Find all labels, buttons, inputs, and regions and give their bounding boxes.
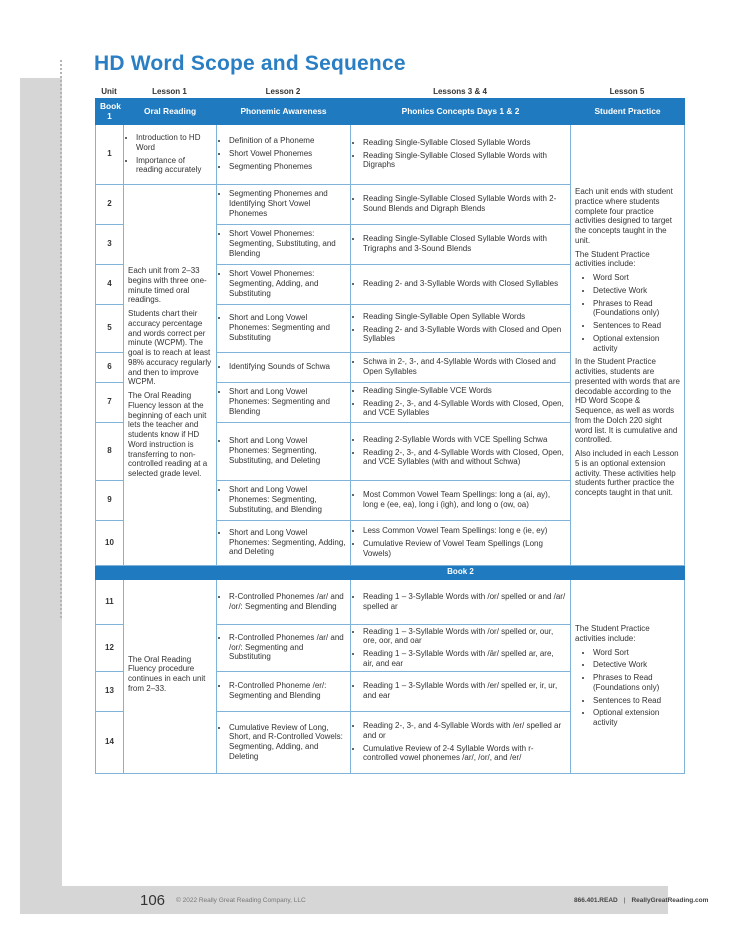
phone: 866.401.READ [574, 897, 618, 904]
lesson2-list [221, 229, 346, 258]
lesson34-cell [351, 304, 571, 352]
lesson34-list [355, 490, 566, 510]
list-item: • Introduction to HD Word [136, 133, 212, 153]
lesson2-list [221, 528, 346, 557]
list-item: • Reading 2- and 3-Syllable Words with Closed and Open Syllables [363, 325, 566, 345]
lesson1-oral-reading-cell [124, 184, 217, 565]
list-item: • Less Common Vowel Team Spellings: long e (ie, ey) [363, 526, 566, 536]
list-item: • Detective Work [593, 286, 680, 296]
lesson2-cell [217, 624, 351, 671]
lesson2-list [221, 269, 346, 298]
lesson34-cell [351, 520, 571, 565]
lesson1-unit1-cell [124, 124, 217, 184]
lesson2-cell [217, 711, 351, 773]
table-header-row [96, 99, 685, 125]
list-item: • Reading 1 – 3-Syllable Words with /or/ spelled or and /ar/ spelled ar [363, 592, 566, 612]
lesson34-cell [351, 124, 571, 184]
header-student-practice: Student Practice [571, 99, 685, 125]
lesson34-list [355, 681, 566, 701]
list-item: • Schwa in 2-, 3-, and 4-Syllable Words with Closed and Open Syllables [363, 357, 566, 377]
lesson2-list [221, 681, 346, 701]
list-item: • R-Controlled Phonemes /ar/ and /or/: Segmenting and Substituting [229, 633, 346, 662]
lesson2-list [221, 485, 346, 514]
paragraph: The Oral Reading Fluency procedure continues in each unit from 2–33. [128, 654, 206, 693]
list-item: • Phrases to Read (Foundations only) [593, 299, 680, 319]
lesson34-list [355, 234, 566, 254]
list-item: • Phrases to Read (Foundations only) [593, 673, 680, 693]
lesson34-cell [351, 671, 571, 711]
lesson34-list [355, 357, 566, 377]
lesson34-cell [351, 422, 571, 480]
header-phonemic-awareness: Phonemic Awareness [217, 99, 351, 125]
paragraph: Also included in each Lesson 5 is an optional extension activity. These activities help students further practice the concepts taught in that unit. [575, 449, 679, 498]
list-item: • Detective Work [593, 660, 680, 670]
unit-number: 8 [96, 422, 124, 480]
list-item: • Short and Long Vowel Phonemes: Segmenting, Adding, and Deleting [229, 528, 346, 557]
lesson2-cell [217, 579, 351, 624]
website: ReallyGreatReading.com [631, 897, 709, 904]
unit-number: 9 [96, 480, 124, 520]
book2-lesson1-cell [124, 579, 217, 773]
lesson34-list [355, 721, 566, 763]
list-item: • Reading Single-Syllable Closed Syllable Words with 2-Sound Blends and Digraph Blends [363, 194, 566, 214]
book-divider-spacer [124, 565, 217, 579]
list-item: • Reading Single-Syllable VCE Words [363, 386, 566, 396]
list-item: • Definition of a Phoneme [229, 136, 346, 146]
lesson2-list [221, 136, 346, 171]
unit-number: 12 [96, 624, 124, 671]
lesson34-list [355, 386, 566, 418]
footer-separator: | [623, 897, 626, 904]
lesson34-list [355, 627, 566, 669]
student-practice-list [575, 273, 680, 353]
lesson34-cell [351, 352, 571, 382]
book2-label: Book 2 [351, 565, 571, 579]
lesson34-cell [351, 579, 571, 624]
list-item: • Short and Long Vowel Phonemes: Segmenting and Substituting [229, 313, 346, 342]
list-item: • Segmenting Phonemes [229, 162, 346, 172]
lesson2-cell [217, 480, 351, 520]
scope-sequence-table [95, 98, 685, 774]
lesson5-student-practice-cell [571, 124, 685, 565]
book2-divider-row [96, 565, 685, 579]
lesson34-cell [351, 184, 571, 224]
list-item: • Cumulative Review of Long, Short, and R-Controlled Vowels: Segmenting, Adding, and Deleting [229, 723, 346, 762]
lesson34-cell [351, 224, 571, 264]
lesson2-cell [217, 352, 351, 382]
column-head-lesson2: Lesson 2 [265, 87, 301, 96]
list-item: • R-Controlled Phoneme /er/: Segmenting and Blending [229, 681, 346, 701]
list-item: • Word Sort [593, 273, 680, 283]
list-item: • Short Vowel Phonemes: Segmenting, Adding, and Substituting [229, 269, 346, 298]
lesson2-cell [217, 382, 351, 422]
unit-number: 4 [96, 264, 124, 304]
list-item: • Reading 1 – 3-Syllable Words with /ār/ spelled ar, are, air, and ear [363, 649, 566, 669]
list-item: • Sentences to Read [593, 696, 680, 706]
list-item: • Reading Single-Syllable Closed Syllable Words [363, 138, 566, 148]
lesson2-cell [217, 184, 351, 224]
unit-number: 6 [96, 352, 124, 382]
paragraph: Each unit ends with student practice where students complete four practice activities designed to target the concepts taught in the unit. [575, 187, 673, 245]
list-item: • Cumulative Review of 2-4 Syllable Words with r-controlled vowel phonemes /ar/, /or/, and /er/ [363, 744, 566, 764]
list-item: • R-Controlled Phonemes /ar/ and /or/: Segmenting and Blending [229, 592, 346, 612]
paragraph: In the Student Practice activities, students are presented with words that are decodable according to the HD Word Scope & Sequence, as well as words from the Dolch 220 sight word list. It is cumulative and controlled. [575, 357, 680, 445]
column-head-lesson34: Lessons 3 & 4 [433, 87, 487, 96]
lesson34-cell [351, 711, 571, 773]
lesson2-list [221, 189, 346, 218]
list-item: • Short and Long Vowel Phonemes: Segmenting, Substituting, and Deleting [229, 436, 346, 465]
list-item: • Segmenting Phonemes and Identifying Short Vowel Phonemes [229, 189, 346, 218]
lesson2-cell [217, 224, 351, 264]
list-item: • Reading Single-Syllable Closed Syllable Words with Digraphs [363, 151, 566, 171]
paragraph: Students chart their accuracy percentage and words correct per minute (WCPM). The goal is to reach at least 98% accuracy regularly and then to improve WCPM. [128, 309, 212, 387]
lesson2-list [221, 436, 346, 465]
list-item: • Reading 2-, 3-, and 4-Syllable Words with /er/ spelled ar and or [363, 721, 566, 741]
book-divider-spacer [217, 565, 351, 579]
lesson34-cell [351, 382, 571, 422]
footer-contact [574, 897, 708, 904]
unit-number: 5 [96, 304, 124, 352]
page-number: 106 [140, 892, 166, 909]
lesson34-list [355, 526, 566, 558]
list-item: • Reading 1 – 3-Syllable Words with /er/ spelled er, ir, ur, and ear [363, 681, 566, 701]
column-head-lesson1: Lesson 1 [152, 87, 187, 96]
paragraph: The Student Practice activities include: [575, 249, 650, 269]
lesson34-list [355, 194, 566, 214]
lesson34-cell [351, 480, 571, 520]
lesson1-unit1-list [128, 133, 212, 175]
column-head-unit: Unit [101, 87, 117, 96]
lesson2-cell [217, 422, 351, 480]
book2-lesson5-cell [571, 579, 685, 773]
unit-number: 1 [96, 124, 124, 184]
unit-number: 13 [96, 671, 124, 711]
student-practice-list [575, 648, 680, 728]
list-item: • Reading Single-Syllable Open Syllable Words [363, 312, 566, 322]
list-item: • Optional extension activity [593, 708, 680, 728]
unit-number: 11 [96, 579, 124, 624]
paragraph: The Oral Reading Fluency lesson at the beginning of each unit lets the teacher and students know if HD Word instruction is transferring to non-controlled reading at a selected grade level. [128, 391, 208, 479]
list-item: • Reading 2-Syllable Words with VCE Spelling Schwa [363, 435, 566, 445]
list-item: • Sentences to Read [593, 321, 680, 331]
list-item: • Importance of reading accurately [136, 156, 212, 176]
header-phonics: Phonics Concepts Days 1 & 2 [351, 99, 571, 125]
list-item: • Reading 2-, 3-, and 4-Syllable Words with Closed, Open, and VCE Syllables (with and without Schwa) [363, 448, 566, 468]
lesson2-cell [217, 124, 351, 184]
table-row [96, 579, 685, 624]
unit-number: 10 [96, 520, 124, 565]
lesson2-list [221, 313, 346, 342]
lesson2-list [221, 387, 346, 416]
lesson2-cell [217, 520, 351, 565]
book-divider-spacer [571, 565, 685, 579]
list-item: • Short Vowel Phonemes: Segmenting, Substituting, and Blending [229, 229, 346, 258]
paragraph: Each unit from 2–33 begins with three one-minute timed oral readings. [128, 266, 207, 305]
unit-number: 14 [96, 711, 124, 773]
list-item: • Reading 1 – 3-Syllable Words with /or/ spelled or, our, ore, oor, and oar [363, 627, 566, 647]
paragraph: The Student Practice activities include: [575, 624, 650, 643]
lesson2-list [221, 592, 346, 612]
unit-number: 7 [96, 382, 124, 422]
document-page [62, 40, 730, 909]
copyright: © 2022 Really Great Reading Company, LLC [176, 897, 306, 904]
lesson34-list [355, 312, 566, 344]
list-item: • Word Sort [593, 648, 680, 658]
page-title: HD Word Scope and Sequence [94, 52, 406, 75]
lesson34-list [355, 138, 566, 170]
book-divider-spacer [96, 565, 124, 579]
lesson34-list [355, 435, 566, 467]
list-item: • Reading Single-Syllable Closed Syllable Words with Trigraphs and 3-Sound Blends [363, 234, 566, 254]
lesson2-cell [217, 264, 351, 304]
unit-number: 2 [96, 184, 124, 224]
lesson2-cell [217, 671, 351, 711]
unit-number: 3 [96, 224, 124, 264]
lesson2-list [221, 723, 346, 762]
header-book1: Book 1 [96, 99, 124, 125]
list-item: • Short and Long Vowel Phonemes: Segmenting and Blending [229, 387, 346, 416]
table-row [96, 124, 685, 184]
lesson2-cell [217, 304, 351, 352]
lesson34-list [355, 279, 566, 289]
list-item: • Cumulative Review of Vowel Team Spellings (Long Vowels) [363, 539, 566, 559]
header-oral-reading: Oral Reading [124, 99, 217, 125]
column-head-lesson5: Lesson 5 [609, 87, 645, 96]
list-item: • Optional extension activity [593, 334, 680, 354]
list-item: • Reading 2- and 3-Syllable Words with Closed Syllables [363, 279, 566, 289]
list-item: • Identifying Sounds of Schwa [229, 362, 346, 372]
lesson34-list [355, 592, 566, 612]
list-item: • Most Common Vowel Team Spellings: long a (ai, ay), long e (ee, ea), long i (igh), and long o (ow, oa) [363, 490, 566, 510]
lesson34-cell [351, 624, 571, 671]
lesson2-list [221, 362, 346, 372]
list-item: • Short Vowel Phonemes [229, 149, 346, 159]
lesson34-cell [351, 264, 571, 304]
lesson2-list [221, 633, 346, 662]
list-item: • Reading 2-, 3-, and 4-Syllable Words with Closed, Open, and VCE Syllables [363, 399, 566, 419]
list-item: • Short and Long Vowel Phonemes: Segmenting, Substituting, and Blending [229, 485, 346, 514]
